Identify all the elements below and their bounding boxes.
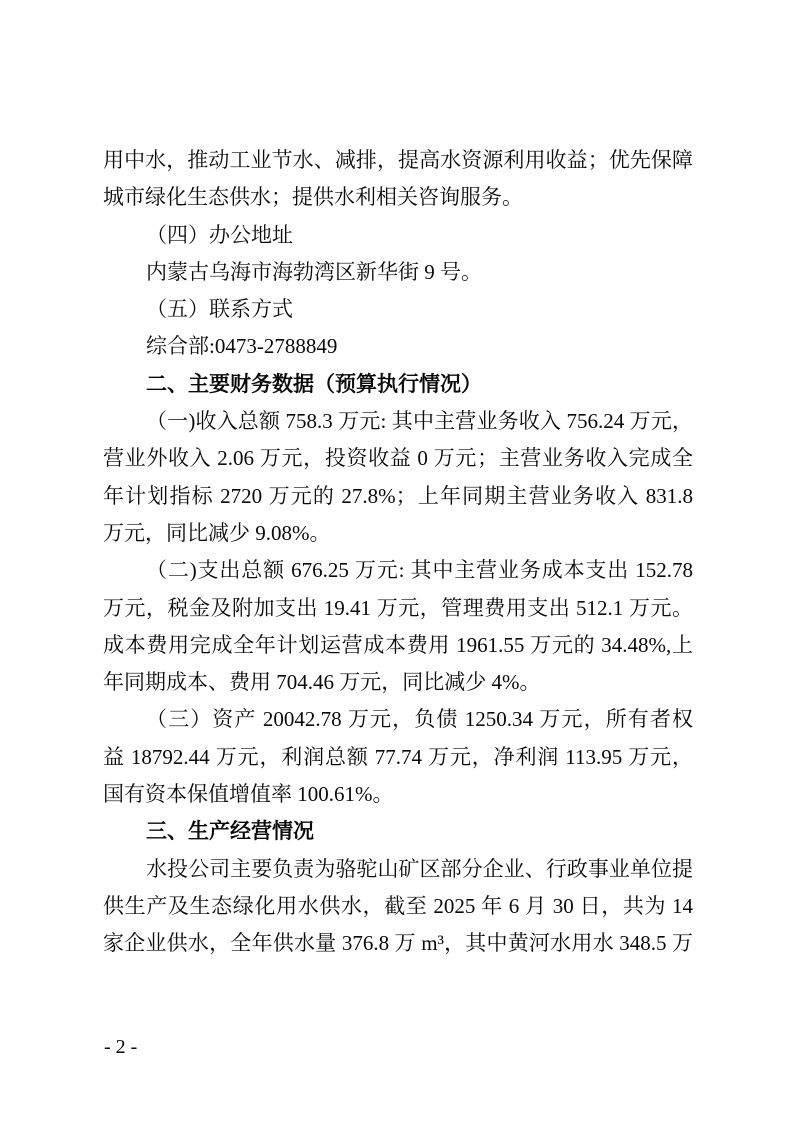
text-line: （四）办公地址 — [146, 222, 293, 247]
text-line: 营业外收入 2.06 万元，投资收益 0 万元；主营业务收入完成全 — [103, 446, 693, 471]
text-line: 国有资本保值增值率 100.61%。 — [103, 782, 394, 807]
text-line: 万元，同比减少 9.08%。 — [103, 520, 331, 545]
text-line: 用中水，推动工业节水、减排，提高水资源利用收益；优先保障 — [103, 148, 693, 172]
text-line: （五）联系方式 — [146, 297, 293, 322]
text-line: 益 18792.44 万元，利润总额 77.74 万元，净利润 113.95 万元， — [103, 744, 693, 769]
section-heading: 二、主要财务数据（预算执行情况） — [146, 372, 482, 396]
text-line: 万元，税金及附加支出 19.41 万元，管理费用支出 512.1 万元。 — [103, 595, 693, 620]
text-line: 内蒙古乌海市海勃湾区新华街 9 号。 — [146, 259, 482, 284]
text-line: （一)收入总额 758.3 万元: 其中主营业务收入 756.24 万元， — [146, 409, 693, 434]
document-body — [103, 142, 693, 963]
text-line: 成本费用完成全年计划运营成本费用 1961.55 万元的 34.48%,上 — [103, 632, 693, 657]
page-number: - 2 - — [104, 1036, 138, 1058]
text-line: 年计划指标 2720 万元的 27.8%；上年同期主营业务收入 831.8 — [103, 483, 693, 508]
text-line: 家企业供水，全年供水量 376.8 万 m³，其中黄河水用水 348.5 万 — [103, 931, 693, 956]
text-line: （二)支出总额 676.25 万元: 其中主营业务成本支出 152.78 — [146, 558, 693, 583]
section-heading: 三、生产经营情况 — [146, 820, 314, 844]
text-line: 综合部:0473-2788849 — [146, 334, 338, 359]
text-line: 供生产及生态绿化用水供水，截至 2025 年 6 月 30 日，共为 14 — [103, 893, 693, 918]
text-line: （三）资产 20042.78 万元，负债 1250.34 万元，所有者权 — [146, 707, 693, 732]
text-line: 水投公司主要负责为骆驼山矿区部分企业、行政事业单位提 — [146, 856, 693, 881]
text-line: 年同期成本、费用 704.46 万元，同比减少 4%。 — [103, 670, 541, 695]
text-line: 城市绿化生态供水；提供水利相关咨询服务。 — [103, 185, 523, 210]
